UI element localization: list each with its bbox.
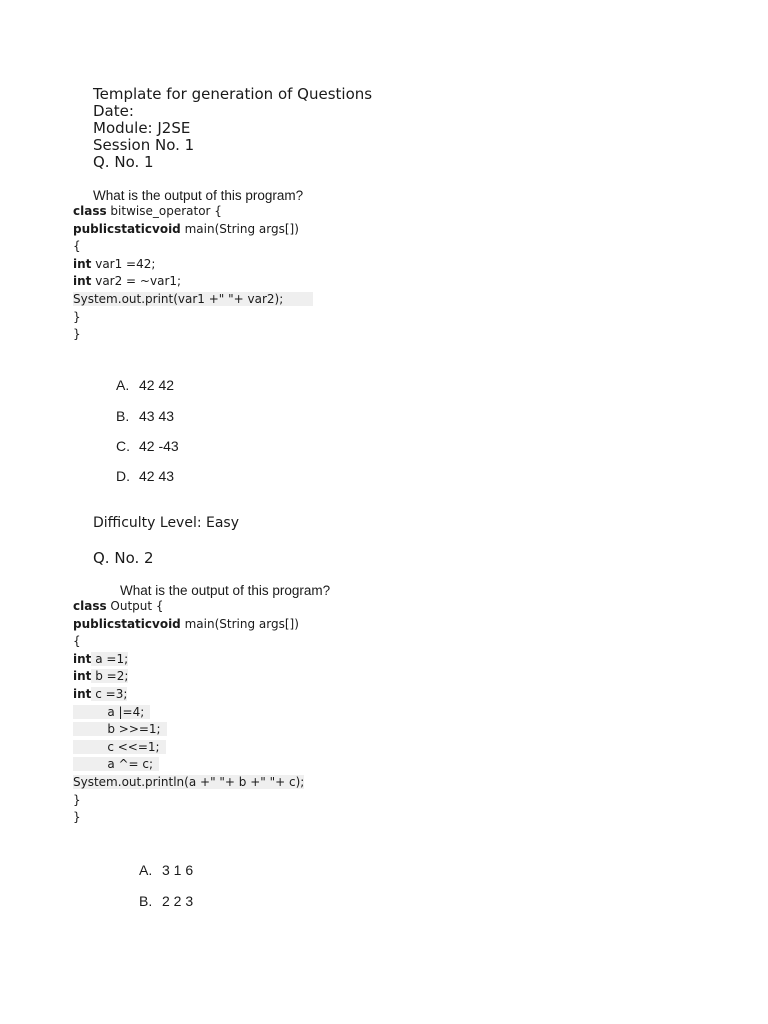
option-d: D. 42 43 [116,468,175,484]
question-number-2: Q. No. 2 [93,549,154,567]
code-line: { [73,634,81,649]
code-line: } [73,327,81,342]
date-label: Date: [93,102,134,120]
code-line: a ^= c; [73,756,304,774]
code-line: int var2 = ~var1; [73,274,182,289]
code-line: int var1 =42; [73,256,156,271]
option-a: A. 42 42 [116,377,175,393]
code-line: int c =3; [73,686,128,701]
code-line: publicstaticvoid main(String args[]) [73,221,299,236]
template-title: Template for generation of Questions [93,85,373,103]
q2-prompt: What is the output of this program? [120,583,331,598]
code-line: } [73,309,81,324]
option-b: B. 43 43 [116,408,175,424]
module-label: Module: J2SE [93,119,191,137]
code-line: class bitwise_operator { [73,204,222,218]
code-line: int a =1; [73,651,129,666]
code-line: c <<=1; [73,739,304,757]
option-b: B. 2 2 3 [139,893,194,909]
session-label: Session No. 1 [93,136,195,154]
code-line: int b =2; [73,669,129,684]
question-number-1: Q. No. 1 [93,153,154,171]
code-line: publicstaticvoid main(String args[]) [73,616,299,631]
q1-prompt: What is the output of this program? [93,188,304,203]
code-line: a |=4; [73,704,304,722]
option-c: C. 42 -43 [116,438,179,454]
option-a: A. 3 1 6 [139,862,194,878]
code-line: { [73,239,81,254]
q1-code-block [73,203,313,344]
code-line: b >>=1; [73,721,304,739]
document-header [93,86,372,171]
q2-code-block [73,598,304,827]
code-line: } [73,792,81,807]
code-line: class Output { [73,599,164,613]
difficulty-level: Difficulty Level: Easy [93,515,240,531]
code-line: } [73,810,81,825]
code-line: System.out.print(var1 +" "+ var2); [73,291,313,309]
code-line: System.out.println(a +" "+ b +" "+ c); [73,774,305,789]
